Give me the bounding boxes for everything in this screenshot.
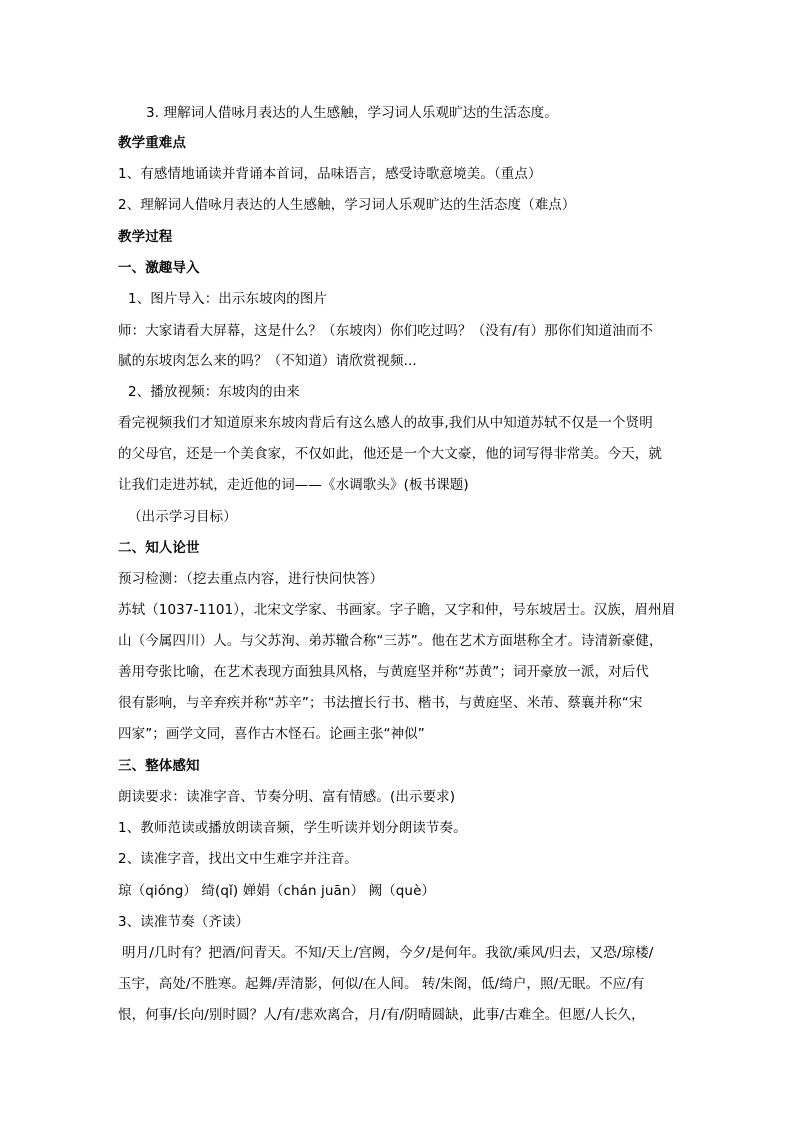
paragraph-line: 的父母官，还是一个美食家，不仅如此，他还是一个大文豪，他的词写得非常美。今天，就 [118,446,662,462]
poem-line: 明月/几时有？把酒/问青天。不知/天上/宫阙，今夕/是何年。我欲/乘风/归去，又恐/琼楼/ [122,945,654,961]
paragraph-line: 腻的东坡肉怎么来的吗？（不知道）请欣赏视频... [118,353,417,369]
paragraph-line: 山（今属四川）人。与父苏洵、弟苏辙合称“三苏”。他在艺术方面堪称全才。诗清新豪健， [118,633,663,649]
key-point-2: 2、理解词人借咏月表达的人生感触，学习词人乐观旷达的生活态度（难点） [118,197,576,213]
heading-intro: 一、激趣导入 [118,260,200,276]
paragraph-line: 让我们走进苏轼，走近他的词——《水调歌头》(板书课题) [118,477,469,493]
paragraph-line: 四家”；画学文同，喜作古木怪石。论画主张“神似” [118,726,425,742]
paragraph-line: 很有影响，与辛弃疾并称“苏辛”；书法擅长行书、楷书，与黄庭坚、米芾、蔡襄并称“宋 [118,695,643,711]
show-objectives-note: （出示学习目标） [128,509,237,525]
poem-line: 恨，何事/长向/别时圆？人/有/悲欢离合，月/有/阴晴圆缺，此事/古难全。但愿/人长久， [118,1007,645,1023]
paragraph-line: 看完视频我们才知道原来东坡肉背后有这么感人的故事,我们从中知道苏轼不仅是一个贤明 [118,415,653,431]
paragraph-line: 师：大家请看大屏幕，这是什么？（东坡肉）你们吃过吗？（没有/有）那你们知道油而不 [118,323,654,339]
heading-know-the-author: 二、知人论世 [118,540,200,556]
section-key-difficulties: 教学重难点 [118,135,186,151]
intro-step-1: 1、图片导入：出示东坡肉的图片 [128,291,328,307]
intro-step-2: 2、播放视频：东坡肉的由来 [128,384,300,400]
objective-3: 3. 理解词人借咏月表达的人生感触，学习词人乐观旷达的生活态度。 [146,105,558,121]
reading-step-2: 2、读准字音，找出文中生难字并注音。 [118,851,358,867]
poem-line: 玉宇，高处/不胜寒。起舞/弄清影，何似/在人间。 转/朱阁，低/绮户，照/无眠。不应/有 [118,976,645,992]
reading-step-1: 1、教师范读或播放朗读音频，学生听读并划分朗读节奏。 [118,820,467,836]
reading-requirements: 朗读要求：读准字音、节奏分明、富有情感。(出示要求) [118,789,456,805]
preview-check: 预习检测：（挖去重点内容，进行快问快答） [118,571,384,587]
heading-overall-perception: 三、整体感知 [118,758,200,774]
section-teaching-process: 教学过程 [118,229,173,245]
paragraph-line: 善用夸张比喻，在艺术表现方面独具风格，与黄庭坚并称“苏黄”；词开豪放一派，对后代 [118,664,649,680]
key-point-1: 1、有感情地诵读并背诵本首词，品味语言，感受诗歌意境美。（重点） [118,166,542,182]
pinyin-line: 琼（qióng） 绮(qǐ) 婵娟（chán juān） 阙（què） [118,883,436,899]
paragraph-line: 苏轼（1037-1101），北宋文学家、书画家。字子瞻，又字和仲，号东坡居士。汉族，眉州眉 [118,602,676,618]
reading-step-3: 3、读准节奏（齐读） [118,914,250,930]
